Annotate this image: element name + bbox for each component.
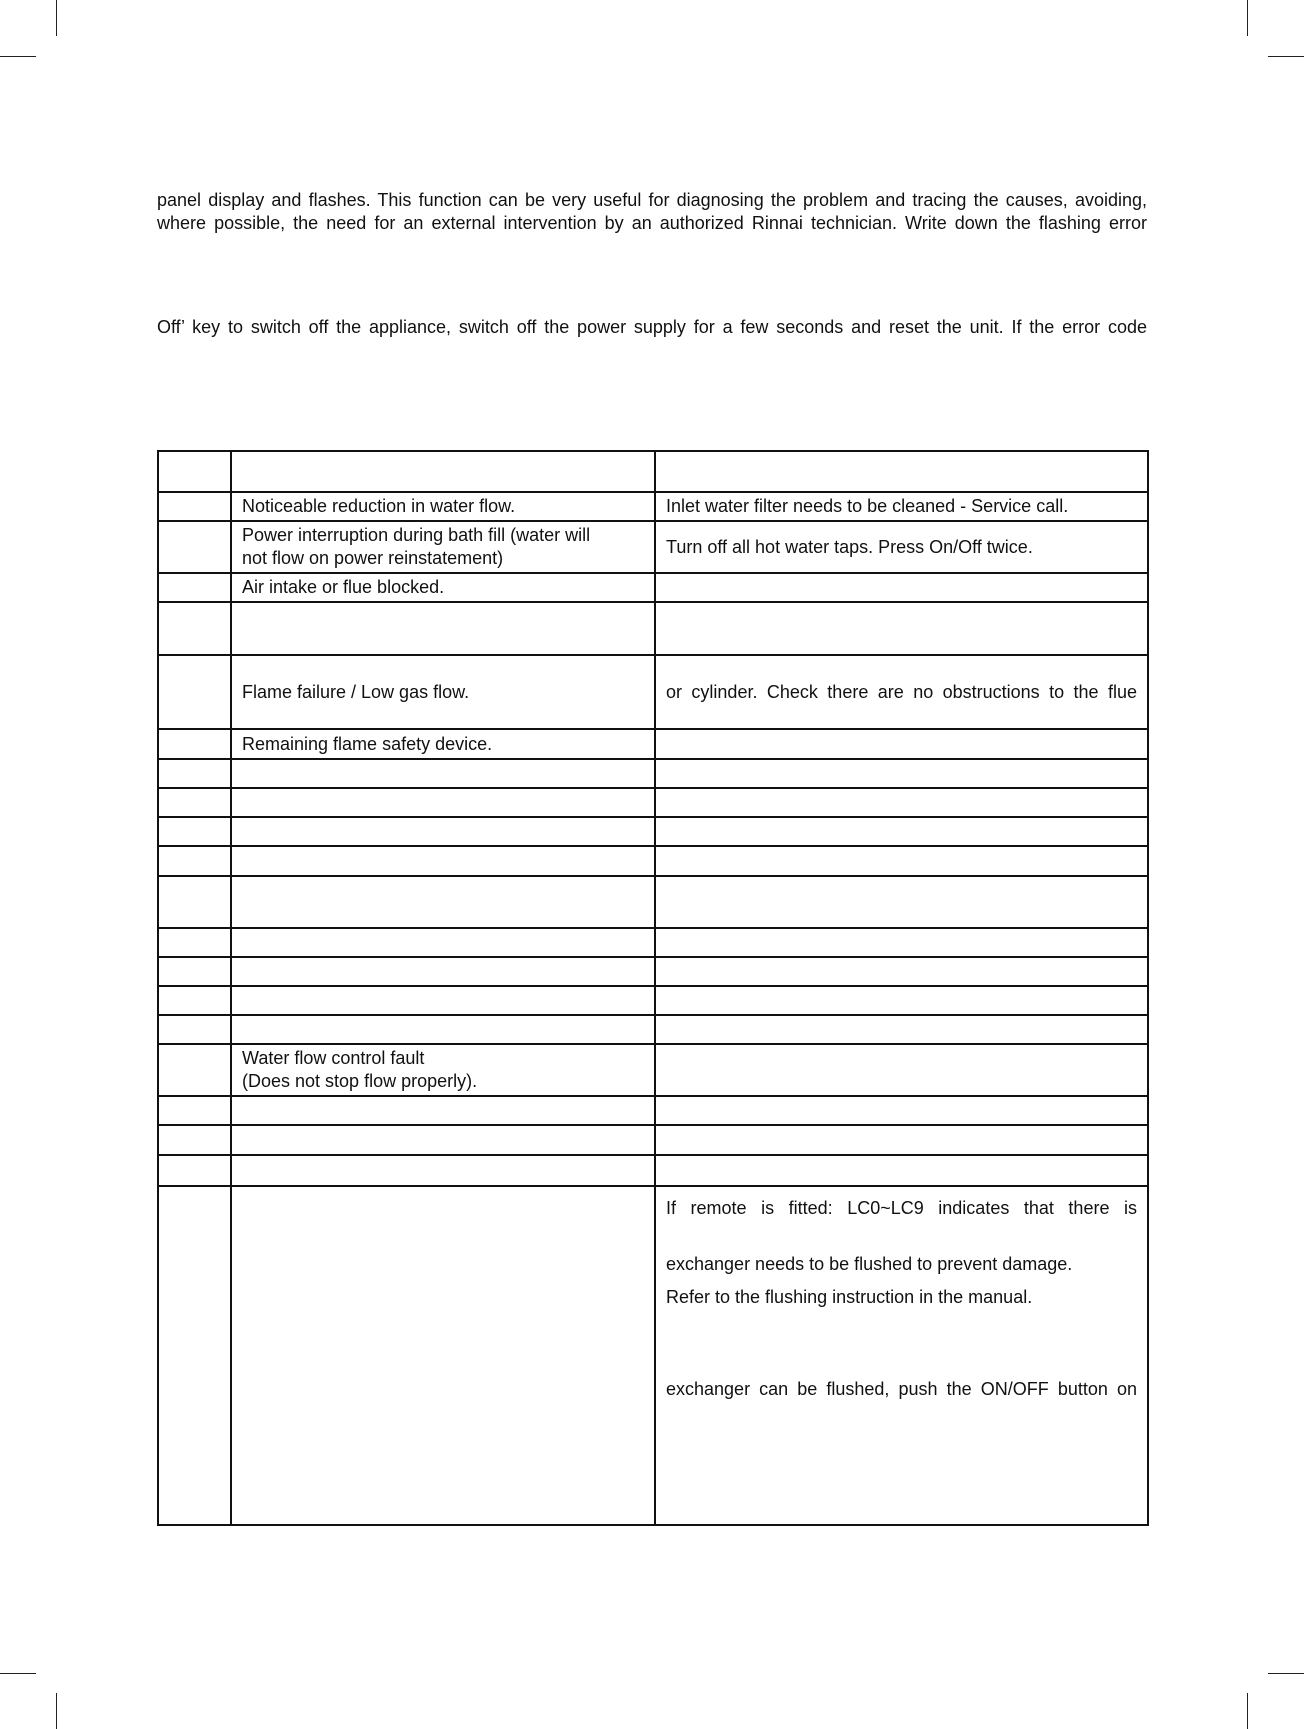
intro-line-2: where possible, the need for an external intervention by an authorized Rinnai technician. Write down the flashing error	[157, 213, 1147, 233]
table-row	[158, 521, 1148, 573]
cause-cell	[231, 1044, 655, 1096]
error-code-cell	[158, 876, 231, 928]
cause-cell	[231, 846, 655, 876]
cause-cell: Noticeable reduction in water flow.	[231, 492, 655, 521]
table-row	[158, 492, 1148, 521]
remedy-cell: or cylinder. Check there are no obstructions to the flue	[655, 655, 1148, 729]
error-code-cell	[158, 1155, 231, 1186]
table-row	[158, 451, 1148, 492]
cause-cell: Air intake or flue blocked.	[231, 573, 655, 602]
table-row	[158, 655, 1148, 729]
cause-cell: Remaining flame safety device.	[231, 729, 655, 759]
crop-mark-bottom-left-vertical	[56, 1693, 57, 1729]
remedy-line: exchanger can be flushed, push the ON/OFF button on	[666, 1379, 1137, 1399]
cause-line: Water flow control fault	[242, 1048, 425, 1068]
cause-cell	[231, 1186, 655, 1525]
error-code-cell	[158, 928, 231, 957]
cause-cell	[231, 521, 655, 573]
table-row	[158, 759, 1148, 788]
crop-mark-top-left-horizontal	[0, 56, 36, 57]
remedy-cell	[655, 986, 1148, 1015]
cause-cell	[231, 602, 655, 655]
error-code-cell	[158, 655, 231, 729]
remedy-cell	[655, 957, 1148, 986]
error-code-cell	[158, 451, 231, 492]
cause-cell	[231, 928, 655, 957]
crop-mark-top-left-vertical	[56, 0, 57, 36]
cause-cell	[231, 817, 655, 846]
table-row	[158, 817, 1148, 846]
table-row	[158, 986, 1148, 1015]
intro-line-1: panel display and flashes. This function can be very useful for diagnosing the problem and tracing the causes, avoiding,	[157, 190, 1147, 210]
error-code-cell	[158, 846, 231, 876]
table-row	[158, 573, 1148, 602]
remedy-line: exchanger needs to be flushed to prevent damage.	[666, 1254, 1073, 1274]
cause-line: not flow on power reinstatement)	[242, 548, 504, 568]
remedy-cell	[655, 573, 1148, 602]
crop-mark-top-right-horizontal	[1268, 56, 1304, 57]
remedy-line	[666, 1309, 1137, 1332]
crop-mark-bottom-right-vertical	[1247, 1693, 1248, 1729]
cause-cell	[231, 957, 655, 986]
error-code-cell	[158, 492, 231, 521]
crop-mark-bottom-right-horizontal	[1268, 1673, 1304, 1674]
table-row	[158, 788, 1148, 817]
error-code-cell	[158, 788, 231, 817]
remedy-line: Refer to the flushing instruction in the manual.	[666, 1287, 1033, 1307]
error-code-cell	[158, 817, 231, 846]
remedy-cell	[655, 846, 1148, 876]
error-code-cell	[158, 1015, 231, 1044]
remedy-cell	[655, 1096, 1148, 1125]
remedy-line	[666, 1355, 1137, 1378]
error-code-cell	[158, 759, 231, 788]
error-code-cell	[158, 573, 231, 602]
table-row	[158, 729, 1148, 759]
remedy-cell	[655, 729, 1148, 759]
cause-cell	[231, 876, 655, 928]
crop-mark-bottom-left-horizontal	[0, 1673, 36, 1674]
error-code-table	[157, 450, 1149, 1526]
table-row	[158, 1044, 1148, 1096]
error-code-cell	[158, 602, 231, 655]
remedy-cell	[655, 817, 1148, 846]
remedy-cell	[655, 788, 1148, 817]
intro-line-3: Off’ key to switch off the appliance, switch off the power supply for a few seconds and reset the unit. If the error code	[157, 317, 1147, 337]
remedy-cell: Inlet water filter needs to be cleaned - Service call.	[655, 492, 1148, 521]
cause-cell	[231, 986, 655, 1015]
error-code-cell	[158, 957, 231, 986]
cause-cell	[231, 1125, 655, 1155]
table-row	[158, 1155, 1148, 1186]
cause-cell	[231, 759, 655, 788]
error-code-cell	[158, 729, 231, 759]
remedy-line: If remote is fitted: LC0~LC9 indicates that there is	[666, 1198, 1137, 1218]
remedy-cell	[655, 1155, 1148, 1186]
remedy-cell	[655, 1186, 1148, 1525]
table-row	[158, 876, 1148, 928]
error-code-cell	[158, 986, 231, 1015]
cause-cell	[231, 788, 655, 817]
remedy-cell	[655, 1015, 1148, 1044]
error-code-cell	[158, 521, 231, 573]
cause-cell	[231, 1096, 655, 1125]
table-row	[158, 1186, 1148, 1525]
crop-mark-top-right-vertical	[1247, 0, 1248, 36]
remedy-line	[666, 1220, 1137, 1243]
table-row	[158, 846, 1148, 876]
remedy-cell	[655, 759, 1148, 788]
table-row	[158, 1015, 1148, 1044]
cause-cell	[231, 1155, 655, 1186]
error-code-cell	[158, 1186, 231, 1525]
remedy-cell	[655, 602, 1148, 655]
remedy-cell: Turn off all hot water taps. Press On/Off twice.	[655, 521, 1148, 573]
table-row	[158, 602, 1148, 655]
remedy-cell	[655, 451, 1148, 492]
table-row	[158, 1125, 1148, 1155]
cause-cell	[231, 451, 655, 492]
remedy-cell	[655, 1125, 1148, 1155]
error-code-cell	[158, 1096, 231, 1125]
cause-cell	[231, 1015, 655, 1044]
cause-cell: Flame failure / Low gas flow.	[231, 655, 655, 729]
error-code-cell	[158, 1125, 231, 1155]
table-row	[158, 957, 1148, 986]
remedy-line	[666, 1332, 1137, 1355]
remedy-cell	[655, 876, 1148, 928]
table-row	[158, 928, 1148, 957]
error-code-cell	[158, 1044, 231, 1096]
intro-paragraph-1	[157, 189, 1147, 235]
table-row	[158, 1096, 1148, 1125]
cause-line: Power interruption during bath fill (water will	[242, 525, 591, 545]
cause-line: (Does not stop flow properly).	[242, 1071, 478, 1091]
intro-paragraph-2	[157, 316, 1147, 339]
remedy-cell	[655, 928, 1148, 957]
remedy-cell	[655, 1044, 1148, 1096]
